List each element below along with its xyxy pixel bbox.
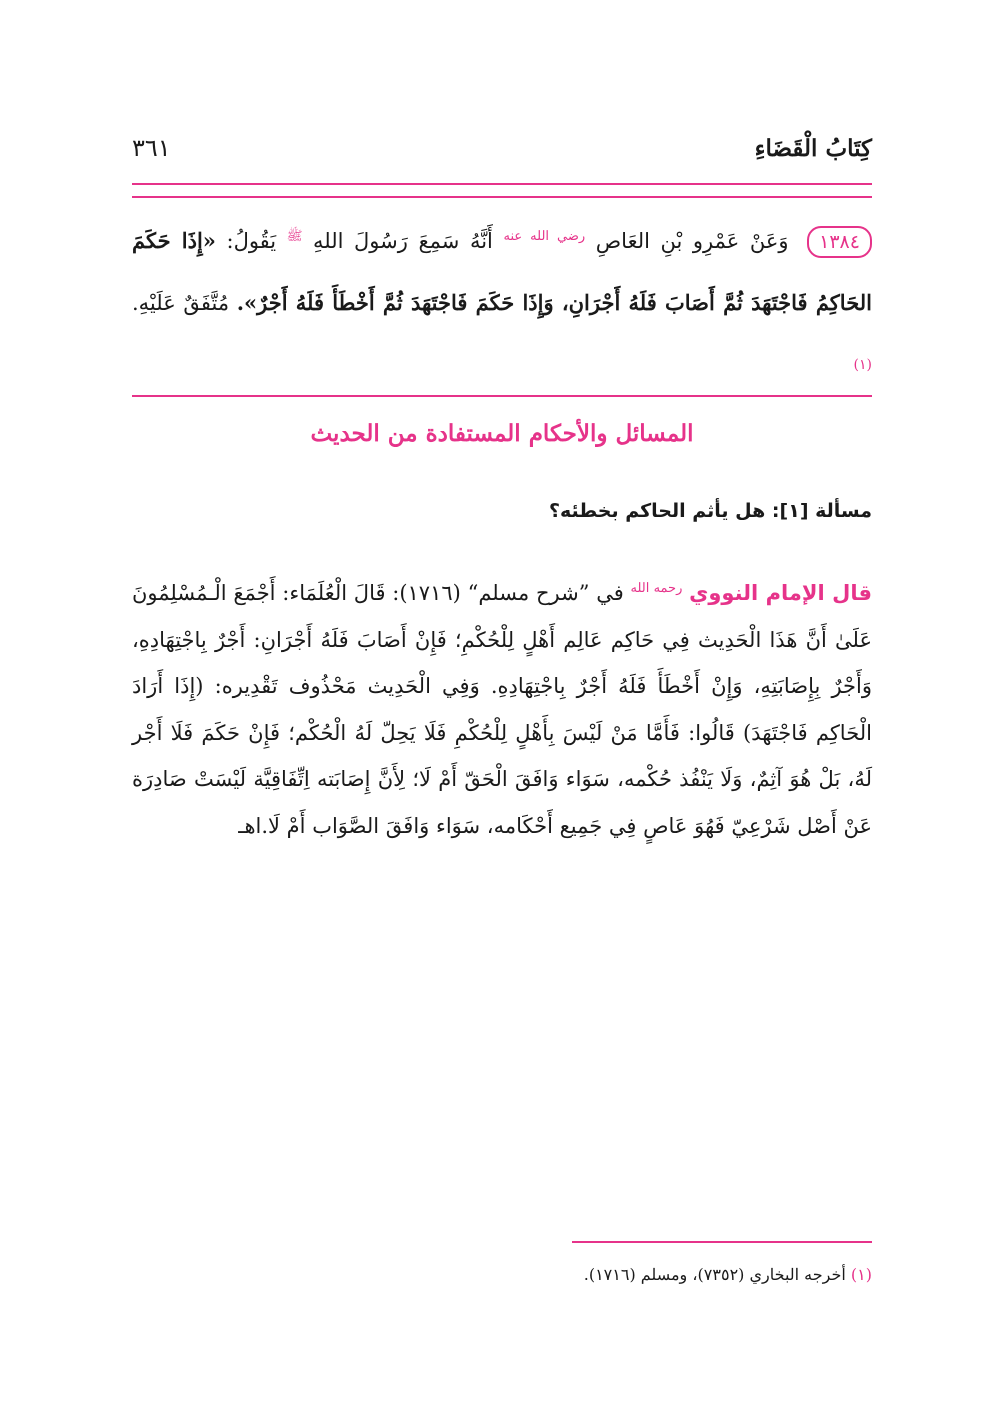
footnote xyxy=(132,1265,872,1284)
issue-label: مسألة [١]: xyxy=(771,500,872,522)
hadith-grading: مُتَّفَقٌ عَلَيْهِ. xyxy=(132,291,230,315)
commentary-speaker: قال الإمام النووي xyxy=(689,581,872,605)
footnote-number: (١) xyxy=(850,1265,872,1284)
honorific-prophet-icon: ﷺ xyxy=(286,229,303,244)
hadith-says: يَقُولُ: xyxy=(226,229,277,253)
honorific-companion-icon: رضي الله عنه xyxy=(503,229,586,244)
page-number: ٣٦١ xyxy=(132,134,171,162)
commentary-paragraph xyxy=(132,566,872,849)
issue-heading xyxy=(132,500,872,522)
header-rule-top xyxy=(132,183,872,185)
page-header xyxy=(132,128,872,168)
footnote-separator xyxy=(572,1241,872,1243)
commentary-text: في ”شرح مسلم“ (١٧١٦): قَالَ الْعُلَمَاء: أَجْمَعَ الْـمُسْلِمُونَ عَلَىٰ أَنَّ هَذَا الْحَدِيث فِي حَاكِم عَالِم أَهْلٍ لِلْحُكْمِ؛ فَإِنْ أَصَابَ فَلَهُ أَجْرَانِ: أَجْرٌ بِاجْتِهَادِهِ، وَأَجْرٌ بِإِصَابَتِهِ، وَإِنْ أَخْطَأَ فَلَهُ أَجْرٌ بِاجْتِهَادِهِ. وَفِي الْحَدِيث مَحْذُوف تَقْدِيره: (إِذَا أَرَادَ الْحَاكِم فَاجْتَهَدَ) قَالُوا: فَأَمَّا مَنْ لَيْسَ بِأَهْلٍ لِلْحُكْمِ فَلَا يَحِلّ لَهُ الْحُكْم؛ فَإِنْ حَكَمَ فَلَا أَجْر لَهُ، بَلْ هُوَ آثِمٌ، وَلَا يَنْفُذ حُكْمه، سَوَاء وَافَقَ الْحَقّ أَمْ لَا؛ لِأَنَّ إِصَابَته اِتِّفَاقِيَّة لَيْسَتْ صَادِرَة عَنْ أَصْل شَرْعِيّ فَهُوَ عَاصٍ فِي جَمِيع أَحْكَامه، سَوَاء وَافَقَ الصَّوَاب أَمْ لَا.اهـ xyxy=(132,581,872,838)
honorific-scholar-icon: رحمه الله xyxy=(630,581,683,596)
hadith-quote: «إِذَا حَكَمَ الحَاكِمُ فَاجْتَهَدَ ثُمَّ أَصَابَ فَلَهُ أَجْرَانِ، وَإِذَا حَكَمَ فَاجْتَهَدَ ثُمَّ أَخْطَأَ فَلَهُ أَجْرٌ». xyxy=(132,228,872,315)
issue-question: هل يأثم الحاكم بخطئه؟ xyxy=(548,500,766,522)
hadith-separator-rule xyxy=(132,395,872,397)
hadith-intro: وَعَنْ عَمْرِو بْنِ العَاصِ xyxy=(595,229,789,253)
footnote-reference[interactable]: (١) xyxy=(853,357,872,373)
hadith-hear: أَنَّهُ سَمِعَ رَسُولَ اللهِ xyxy=(313,229,493,253)
section-title: المسائل والأحكام المستفادة من الحديث xyxy=(310,420,694,447)
footnote-text: أخرجه البخاري (٧٣٥٢)، ومسلم (١٧١٦). xyxy=(583,1265,846,1284)
hadith-block xyxy=(132,206,872,401)
header-rule-bottom xyxy=(132,196,872,198)
hadith-number-badge: ١٣٨٤ xyxy=(807,226,872,258)
book-title: كِتَابُ الْقَضَاءِ xyxy=(754,134,872,162)
